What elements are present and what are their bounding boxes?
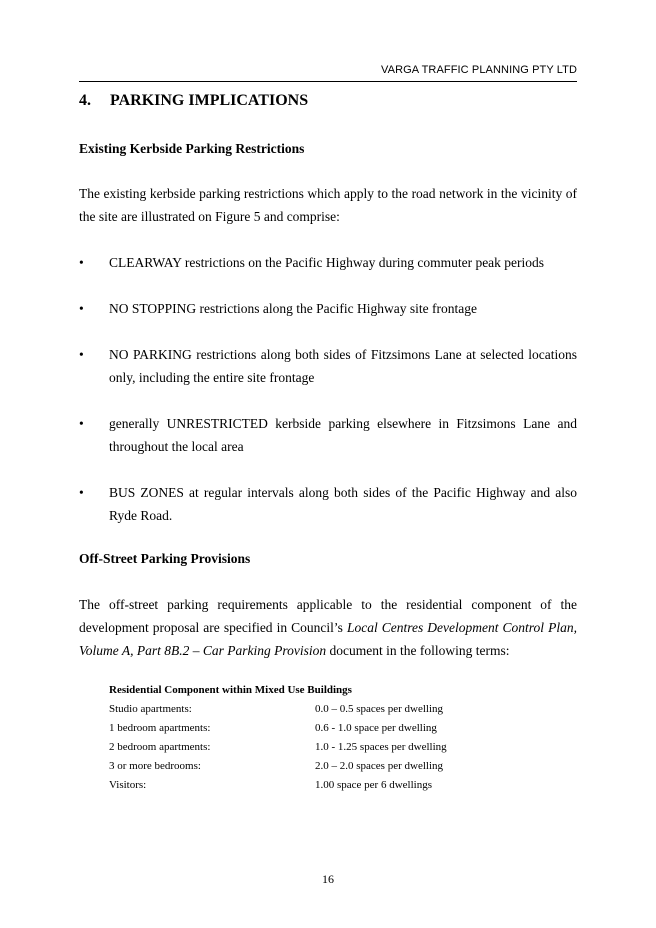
kerbside-intro-paragraph: The existing kerbside parking restrictions which apply to the road network in the vicinity of the site are illustrated on Figure 5 and comprise: bbox=[79, 186, 577, 224]
page-number: 16 bbox=[322, 872, 334, 886]
dwelling-type-label: 1 bedroom apartments: bbox=[109, 722, 211, 734]
offstreet-paragraph bbox=[79, 593, 577, 662]
list-item-text: NO PARKING restrictions along both sides of Fitzsimons Lane at selected locations only, including the entire site frontage bbox=[109, 347, 577, 385]
offstreet-paragraph-end: document in the following terms: bbox=[326, 643, 510, 658]
dcp-document-title: Local Centres Development Control Plan, Volume A, Part 8B.2 – Car Parking Provision bbox=[79, 620, 577, 658]
list-item bbox=[79, 412, 577, 458]
list-item bbox=[79, 343, 577, 389]
dwelling-type-label: 2 bedroom apartments: bbox=[109, 741, 211, 753]
section-title: PARKING IMPLICATIONS bbox=[110, 92, 309, 109]
parking-table-title: Residential Component within Mixed Use Buildings bbox=[109, 684, 352, 696]
offstreet-paragraph-start: The off-street parking requirements applicable to the residential component of the development proposal are specified in Council’s bbox=[79, 597, 577, 635]
bullet-icon: • bbox=[79, 485, 84, 500]
dwelling-type-label: 3 or more bedrooms: bbox=[109, 760, 201, 772]
list-item-text: BUS ZONES at regular intervals along both sides of the Pacific Highway and also Ryde Road. bbox=[109, 485, 577, 523]
dwelling-type-label: Visitors: bbox=[109, 779, 147, 791]
parking-rate: 0.0 – 0.5 spaces per dwelling bbox=[315, 703, 443, 715]
section-number: 4. bbox=[79, 92, 91, 109]
list-item bbox=[79, 251, 577, 274]
list-item bbox=[79, 481, 577, 527]
header-divider bbox=[79, 81, 577, 82]
section-heading bbox=[79, 92, 308, 110]
offstreet-heading: Off-Street Parking Provisions bbox=[79, 551, 251, 566]
parking-rate: 0.6 - 1.0 space per dwelling bbox=[315, 722, 437, 734]
bullet-icon: • bbox=[79, 255, 84, 270]
parking-rate: 1.00 space per 6 dwellings bbox=[315, 779, 432, 791]
bullet-icon: • bbox=[79, 416, 84, 431]
bullet-icon: • bbox=[79, 347, 84, 362]
list-item-text: CLEARWAY restrictions on the Pacific Highway during commuter peak periods bbox=[109, 255, 545, 270]
list-item-text: NO STOPPING restrictions along the Pacific Highway site frontage bbox=[109, 301, 477, 316]
list-item bbox=[79, 297, 577, 320]
parking-rate: 1.0 - 1.25 spaces per dwelling bbox=[315, 741, 447, 753]
header-company-name: VARGA TRAFFIC PLANNING PTY LTD bbox=[381, 64, 577, 76]
dwelling-type-label: Studio apartments: bbox=[109, 703, 192, 715]
bullet-icon: • bbox=[79, 301, 84, 316]
parking-rate: 2.0 – 2.0 spaces per dwelling bbox=[315, 760, 443, 772]
list-item-text: generally UNRESTRICTED kerbside parking elsewhere in Fitzsimons Lane and throughout the local area bbox=[109, 416, 577, 454]
kerbside-heading: Existing Kerbside Parking Restrictions bbox=[79, 141, 305, 156]
